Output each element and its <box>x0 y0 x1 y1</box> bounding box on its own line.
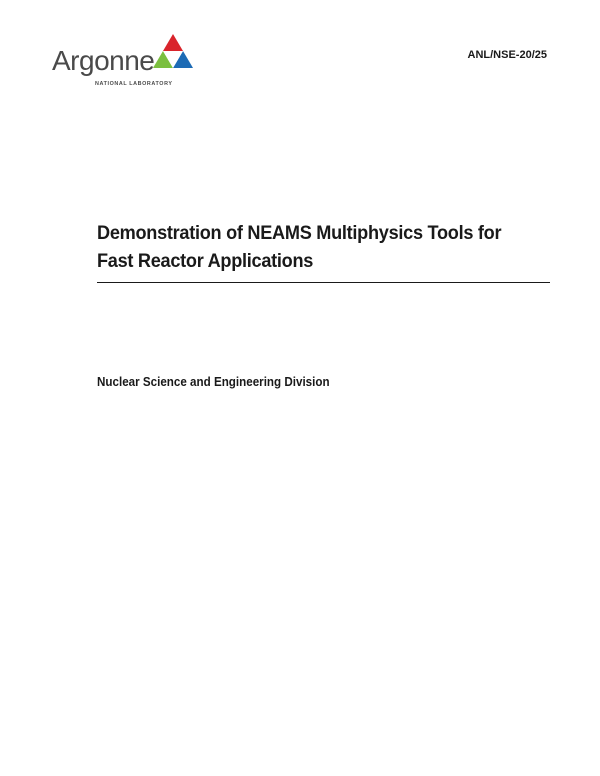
report-number: ANL/NSE-20/25 <box>467 49 547 61</box>
division-name: Nuclear Science and Engineering Division <box>97 375 330 389</box>
argonne-triangle-logo-icon <box>151 34 195 72</box>
document-title: Demonstration of NEAMS Multiphysics Tools for Fast Reactor Applications <box>97 222 502 272</box>
argonne-logo <box>52 34 202 94</box>
title-divider <box>97 282 550 283</box>
logo-wordmark: Argonne <box>52 45 155 76</box>
logo-subtitle: NATIONAL LABORATORY <box>95 81 173 87</box>
